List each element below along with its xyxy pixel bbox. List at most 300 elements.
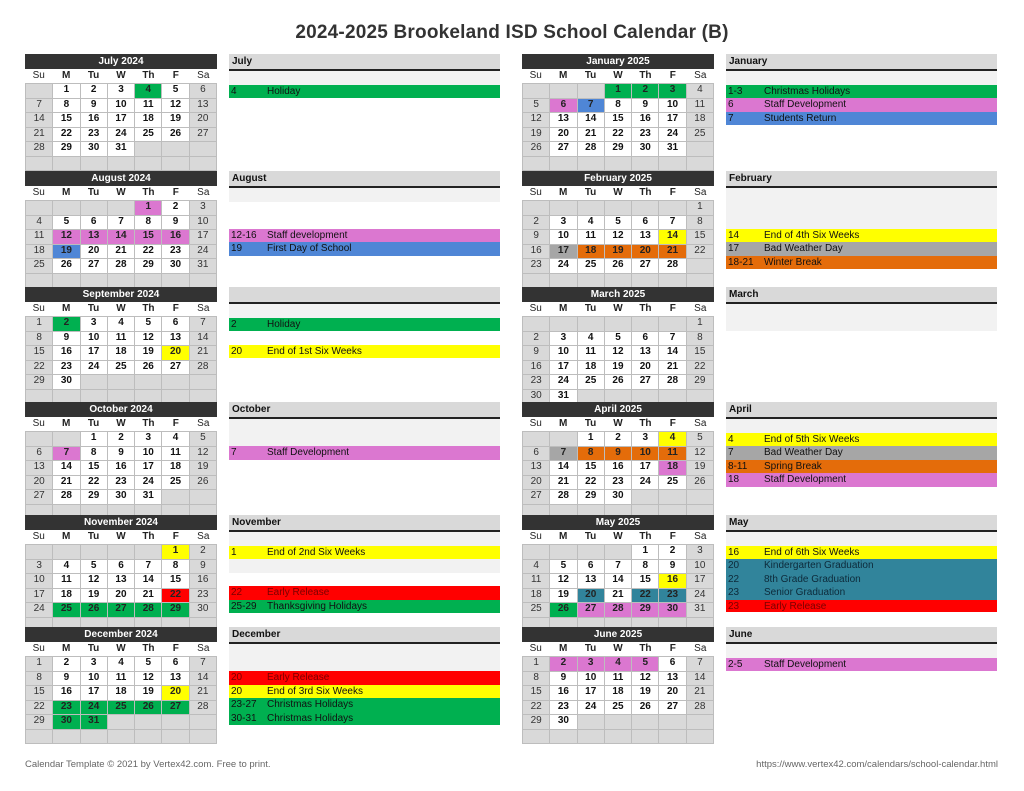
- day-cell: 8: [605, 99, 631, 113]
- weekday-header: [25, 186, 217, 200]
- event-row: [229, 600, 500, 614]
- day-cell: 25: [135, 128, 161, 142]
- day-cell: 18: [578, 245, 604, 259]
- empty-cell: [578, 84, 604, 98]
- day-grid: [25, 316, 217, 404]
- day-cell: 27: [659, 701, 685, 715]
- event-label: End of 1st Six Weeks: [267, 345, 362, 357]
- day-cell: 26: [81, 603, 107, 617]
- day-cell: 1: [81, 432, 107, 446]
- empty-cell: [26, 201, 52, 215]
- empty-cell: [578, 390, 604, 404]
- empty-cell: [632, 730, 658, 744]
- empty-cell: [632, 715, 658, 729]
- day-cell: 9: [81, 99, 107, 113]
- empty-cell: [108, 730, 134, 744]
- day-cell: 13: [632, 346, 658, 360]
- weekday-label: Su: [32, 418, 45, 429]
- day-grid: [25, 656, 217, 744]
- day-cell: 12: [190, 447, 216, 461]
- day-cell: 31: [687, 603, 713, 617]
- day-cell: 20: [578, 589, 604, 603]
- day-cell: 29: [53, 142, 79, 156]
- day-cell: 3: [659, 84, 685, 98]
- day-cell: 18: [578, 361, 604, 375]
- empty-cell: [659, 274, 685, 288]
- day-cell: 14: [135, 574, 161, 588]
- day-cell: 23: [53, 701, 79, 715]
- month-title: December 2024: [25, 627, 217, 642]
- day-cell: 29: [605, 142, 631, 156]
- day-cell: 30: [523, 390, 549, 404]
- empty-cell: [81, 730, 107, 744]
- day-cell: 28: [135, 603, 161, 617]
- day-grid: [522, 656, 714, 744]
- empty-cell: [108, 201, 134, 215]
- event-row: [726, 242, 997, 256]
- day-cell: 4: [605, 657, 631, 671]
- empty-cell: [632, 390, 658, 404]
- weekday-label: W: [116, 531, 126, 542]
- day-cell: 9: [53, 672, 79, 686]
- weekday-label: M: [61, 418, 71, 429]
- day-cell: 22: [687, 245, 713, 259]
- day-cell: 26: [605, 259, 631, 273]
- day-cell: 2: [53, 317, 79, 331]
- month-title: January 2025: [522, 54, 714, 69]
- day-cell: 30: [108, 490, 134, 504]
- weekday-label: M: [61, 531, 71, 542]
- empty-cell: [687, 490, 713, 504]
- event-label: Staff Development: [764, 658, 847, 670]
- event-date: 1: [231, 546, 237, 558]
- day-cell: 3: [190, 201, 216, 215]
- day-cell: 23: [632, 128, 658, 142]
- day-cell: 4: [523, 560, 549, 574]
- day-cell: 25: [108, 701, 134, 715]
- day-cell: 25: [53, 603, 79, 617]
- day-cell: 30: [162, 259, 188, 273]
- day-cell: 10: [632, 447, 658, 461]
- month-events: [229, 287, 500, 358]
- event-row-empty: [229, 202, 500, 216]
- day-cell: 11: [523, 574, 549, 588]
- event-label: End of 6th Six Weeks: [764, 546, 860, 558]
- weekday-label: Su: [529, 187, 542, 198]
- day-cell: 7: [687, 657, 713, 671]
- day-cell: 20: [659, 686, 685, 700]
- day-grid: [522, 83, 714, 171]
- weekday-label: Su: [529, 531, 542, 542]
- day-cell: 21: [687, 686, 713, 700]
- day-cell: 16: [81, 113, 107, 127]
- day-cell: 25: [578, 375, 604, 389]
- empty-cell: [108, 545, 134, 559]
- empty-cell: [108, 375, 134, 389]
- day-cell: 17: [26, 589, 52, 603]
- empty-cell: [605, 390, 631, 404]
- empty-cell: [81, 390, 107, 404]
- empty-cell: [523, 201, 549, 215]
- day-grid: [25, 431, 217, 519]
- day-cell: 2: [53, 657, 79, 671]
- empty-cell: [632, 490, 658, 504]
- empty-cell: [108, 715, 134, 729]
- event-row-empty: [726, 215, 997, 229]
- day-cell: 15: [605, 113, 631, 127]
- day-cell: 19: [135, 346, 161, 360]
- event-row-empty: [229, 559, 500, 573]
- day-cell: 15: [26, 686, 52, 700]
- event-date: 14: [728, 229, 740, 241]
- day-cell: 11: [108, 332, 134, 346]
- day-cell: 23: [108, 476, 134, 490]
- day-cell: 1: [53, 84, 79, 98]
- empty-cell: [523, 84, 549, 98]
- events-title: June: [726, 627, 997, 644]
- day-cell: 10: [108, 99, 134, 113]
- day-cell: 27: [550, 142, 576, 156]
- event-row: [726, 446, 997, 460]
- weekday-label: W: [613, 418, 623, 429]
- event-date: 20: [728, 560, 740, 571]
- day-cell: 13: [108, 574, 134, 588]
- events-title: [229, 287, 500, 304]
- event-label: Early Release: [267, 672, 330, 683]
- day-cell: 27: [632, 375, 658, 389]
- day-cell: 7: [190, 317, 216, 331]
- weekday-label: Th: [639, 70, 652, 81]
- month-calendar: [522, 402, 714, 519]
- day-cell: 9: [108, 447, 134, 461]
- day-cell: 14: [26, 113, 52, 127]
- day-cell: 29: [81, 490, 107, 504]
- day-cell: 24: [659, 128, 685, 142]
- day-cell: 29: [523, 715, 549, 729]
- day-cell: 24: [687, 589, 713, 603]
- day-cell: 24: [550, 259, 576, 273]
- day-cell: 18: [108, 346, 134, 360]
- event-row: [229, 345, 500, 359]
- event-row: [726, 256, 997, 270]
- day-cell: 19: [605, 361, 631, 375]
- day-cell: 8: [26, 332, 52, 346]
- day-cell: 15: [53, 113, 79, 127]
- day-cell: 7: [53, 447, 79, 461]
- weekday-label: F: [669, 531, 676, 542]
- day-cell: 14: [659, 230, 685, 244]
- day-cell: 28: [53, 490, 79, 504]
- day-cell: 21: [190, 346, 216, 360]
- event-label: End of 2nd Six Weeks: [267, 546, 366, 558]
- events-list: [229, 532, 500, 613]
- empty-cell: [523, 274, 549, 288]
- event-row: [229, 685, 500, 699]
- day-cell: 3: [108, 84, 134, 98]
- day-cell: 8: [53, 99, 79, 113]
- day-cell: 23: [53, 361, 79, 375]
- day-cell: 7: [578, 99, 604, 113]
- day-cell: 23: [162, 245, 188, 259]
- weekday-label: Sa: [694, 187, 707, 198]
- day-cell: 10: [550, 230, 576, 244]
- empty-cell: [162, 142, 188, 156]
- empty-cell: [659, 201, 685, 215]
- empty-cell: [53, 390, 79, 404]
- month-title: July 2024: [25, 54, 217, 69]
- empty-cell: [550, 432, 576, 446]
- empty-cell: [53, 432, 79, 446]
- weekday-label: Tu: [584, 418, 597, 429]
- weekday-label: Tu: [87, 531, 100, 542]
- month-title: November 2024: [25, 515, 217, 530]
- weekday-label: Tu: [584, 187, 597, 198]
- empty-cell: [550, 84, 576, 98]
- event-date: 2: [231, 318, 237, 330]
- month-calendar: [522, 627, 714, 744]
- day-cell: 28: [26, 142, 52, 156]
- empty-cell: [605, 274, 631, 288]
- empty-cell: [135, 274, 161, 288]
- day-cell: 2: [550, 657, 576, 671]
- weekday-label: Th: [639, 418, 652, 429]
- event-date: 4: [728, 433, 734, 445]
- empty-cell: [659, 157, 685, 171]
- day-cell: 16: [659, 574, 685, 588]
- day-cell: 7: [108, 216, 134, 230]
- event-date: 20: [231, 685, 243, 697]
- day-cell: 28: [550, 490, 576, 504]
- day-cell: 16: [108, 461, 134, 475]
- day-cell: 14: [108, 230, 134, 244]
- empty-cell: [578, 274, 604, 288]
- event-row-empty: [726, 644, 997, 658]
- day-cell: 11: [687, 99, 713, 113]
- day-cell: 15: [687, 230, 713, 244]
- day-cell: 6: [578, 560, 604, 574]
- event-date: 19: [231, 243, 243, 254]
- event-row-empty: [229, 188, 500, 202]
- weekday-label: W: [613, 187, 623, 198]
- day-cell: 4: [659, 432, 685, 446]
- weekday-label: Su: [529, 303, 542, 314]
- day-cell: 13: [659, 672, 685, 686]
- day-cell: 12: [550, 574, 576, 588]
- day-cell: 11: [605, 672, 631, 686]
- day-cell: 25: [578, 259, 604, 273]
- empty-cell: [26, 274, 52, 288]
- day-cell: 3: [135, 432, 161, 446]
- month-events: [229, 515, 500, 613]
- day-cell: 1: [135, 201, 161, 215]
- event-date: 2-5: [728, 658, 743, 670]
- empty-cell: [26, 390, 52, 404]
- day-cell: 21: [659, 245, 685, 259]
- day-cell: 25: [108, 361, 134, 375]
- day-cell: 10: [190, 216, 216, 230]
- event-row: [229, 446, 500, 460]
- day-cell: 29: [632, 603, 658, 617]
- event-row: [726, 473, 997, 487]
- day-cell: 6: [632, 332, 658, 346]
- event-date: 22: [728, 573, 740, 585]
- page-title: 2024-2025 Brookeland ISD School Calendar (B): [295, 22, 729, 43]
- day-cell: 30: [632, 142, 658, 156]
- day-cell: 24: [26, 603, 52, 617]
- weekday-label: W: [116, 187, 126, 198]
- empty-cell: [687, 157, 713, 171]
- day-cell: 2: [162, 201, 188, 215]
- day-cell: 17: [578, 686, 604, 700]
- day-cell: 18: [687, 113, 713, 127]
- day-cell: 20: [523, 476, 549, 490]
- empty-cell: [605, 715, 631, 729]
- day-cell: 2: [605, 432, 631, 446]
- day-cell: 24: [81, 361, 107, 375]
- day-cell: 11: [162, 447, 188, 461]
- day-cell: 27: [162, 701, 188, 715]
- day-cell: 24: [578, 701, 604, 715]
- day-cell: 22: [26, 361, 52, 375]
- day-cell: 3: [81, 657, 107, 671]
- month-events: [726, 627, 997, 671]
- weekday-label: Su: [529, 418, 542, 429]
- day-cell: 26: [162, 128, 188, 142]
- weekday-label: Sa: [694, 70, 707, 81]
- day-cell: 13: [26, 461, 52, 475]
- weekday-label: Sa: [694, 418, 707, 429]
- weekday-label: F: [669, 643, 676, 654]
- month-calendar: [25, 627, 217, 744]
- events-title: November: [229, 515, 500, 532]
- day-cell: 21: [659, 361, 685, 375]
- empty-cell: [190, 730, 216, 744]
- event-row: [726, 112, 997, 126]
- weekday-label: F: [172, 70, 179, 81]
- empty-cell: [605, 545, 631, 559]
- events-list: [726, 304, 997, 331]
- day-cell: 26: [550, 603, 576, 617]
- event-label: Winter Break: [764, 256, 822, 268]
- day-cell: 3: [81, 317, 107, 331]
- day-cell: 12: [632, 672, 658, 686]
- day-cell: 2: [81, 84, 107, 98]
- day-cell: 21: [190, 686, 216, 700]
- day-cell: 23: [550, 701, 576, 715]
- weekday-header: [25, 417, 217, 431]
- event-row: [726, 546, 997, 560]
- day-cell: 14: [687, 672, 713, 686]
- empty-cell: [578, 157, 604, 171]
- empty-cell: [523, 157, 549, 171]
- weekday-label: M: [558, 418, 568, 429]
- weekday-label: Su: [529, 643, 542, 654]
- empty-cell: [162, 730, 188, 744]
- empty-cell: [605, 730, 631, 744]
- events-title: May: [726, 515, 997, 532]
- event-date: 20: [231, 345, 243, 357]
- event-date: 7: [231, 447, 237, 458]
- day-cell: 2: [632, 84, 658, 98]
- weekday-label: Sa: [197, 643, 210, 654]
- event-row-empty: [726, 419, 997, 433]
- day-cell: 21: [26, 128, 52, 142]
- day-cell: 12: [53, 230, 79, 244]
- day-cell: 31: [550, 390, 576, 404]
- day-cell: 11: [578, 230, 604, 244]
- day-cell: 15: [135, 230, 161, 244]
- day-cell: 9: [632, 99, 658, 113]
- day-cell: 21: [550, 476, 576, 490]
- day-cell: 19: [53, 245, 79, 259]
- empty-cell: [687, 715, 713, 729]
- day-cell: 9: [190, 560, 216, 574]
- day-cell: 20: [162, 686, 188, 700]
- day-cell: 30: [190, 603, 216, 617]
- day-cell: 6: [550, 99, 576, 113]
- event-label: Christmas Holidays: [267, 712, 354, 724]
- day-cell: 13: [523, 461, 549, 475]
- events-list: [229, 188, 500, 256]
- weekday-label: W: [116, 643, 126, 654]
- event-label: Staff Development: [267, 447, 350, 458]
- weekday-label: Sa: [694, 303, 707, 314]
- month-events: [726, 402, 997, 487]
- event-label: 8th Grade Graduation: [764, 573, 861, 585]
- events-title: April: [726, 402, 997, 419]
- day-cell: 14: [190, 672, 216, 686]
- day-cell: 11: [659, 447, 685, 461]
- empty-cell: [550, 274, 576, 288]
- weekday-label: Tu: [87, 303, 100, 314]
- day-cell: 8: [578, 447, 604, 461]
- weekday-label: M: [61, 303, 71, 314]
- event-row-empty: [229, 71, 500, 85]
- event-row: [726, 433, 997, 447]
- day-cell: 16: [523, 361, 549, 375]
- weekday-label: M: [61, 70, 71, 81]
- event-date: 23: [728, 587, 740, 598]
- event-label: End of 5th Six Weeks: [764, 433, 860, 445]
- month-title: September 2024: [25, 287, 217, 302]
- events-list: [726, 644, 997, 671]
- weekday-label: W: [116, 418, 126, 429]
- day-cell: 17: [550, 245, 576, 259]
- day-cell: 20: [108, 589, 134, 603]
- weekday-header: [25, 530, 217, 544]
- empty-cell: [162, 390, 188, 404]
- day-cell: 25: [659, 476, 685, 490]
- weekday-label: Th: [142, 643, 155, 654]
- empty-cell: [550, 201, 576, 215]
- day-cell: 3: [550, 332, 576, 346]
- day-cell: 31: [190, 259, 216, 273]
- event-row: [229, 712, 500, 726]
- day-cell: 14: [578, 113, 604, 127]
- day-cell: 27: [26, 490, 52, 504]
- day-cell: 5: [632, 657, 658, 671]
- empty-cell: [53, 274, 79, 288]
- event-date: 18-21: [728, 256, 754, 268]
- empty-cell: [523, 317, 549, 331]
- empty-cell: [135, 390, 161, 404]
- empty-cell: [162, 157, 188, 171]
- footer-url[interactable]: https://www.vertex42.com/calendars/school-calendar.html: [756, 759, 998, 770]
- day-cell: 27: [81, 259, 107, 273]
- day-cell: 11: [108, 672, 134, 686]
- weekday-label: F: [172, 418, 179, 429]
- weekday-label: Su: [32, 187, 45, 198]
